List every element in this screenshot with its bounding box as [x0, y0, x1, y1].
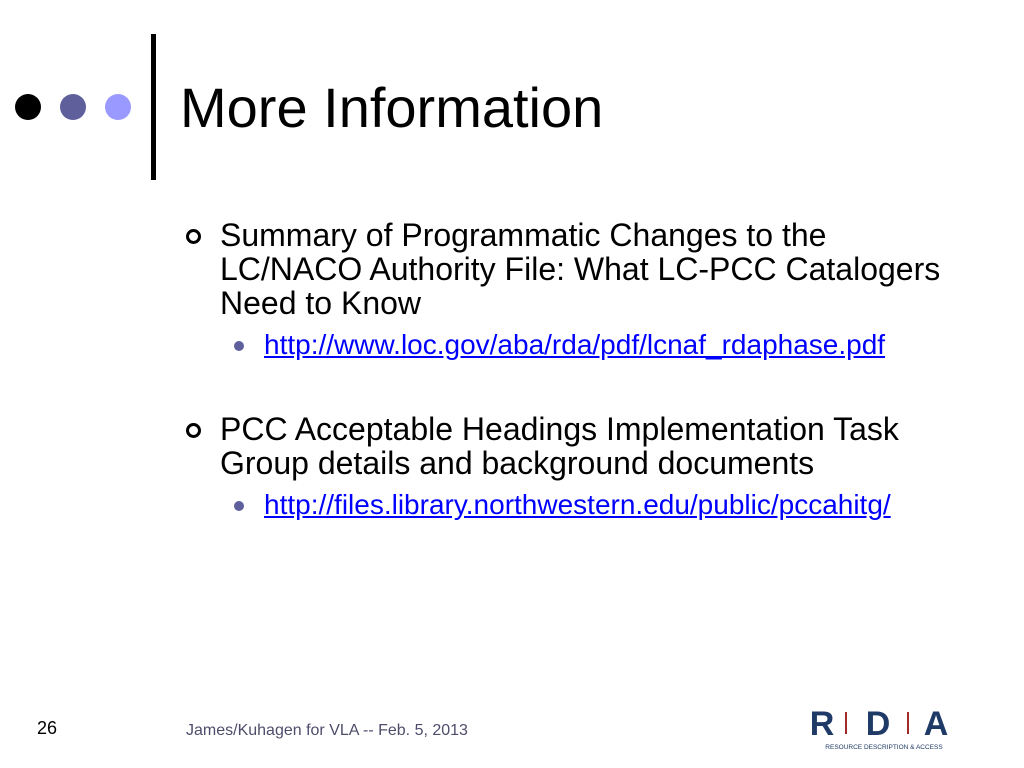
ring-bullet-icon: [186, 229, 201, 244]
logo-tagline: RESOURCE DESCRIPTION & ACCESS: [825, 744, 943, 751]
logo-letter-d: D: [865, 705, 891, 743]
hyperlink[interactable]: http://files.library.northwestern.edu/public/pccahitg/: [264, 489, 891, 520]
bullet-item: [180, 412, 950, 522]
sub-bullet-item: [220, 488, 950, 522]
slide-number: 26: [37, 718, 58, 738]
bullet-text: Summary of Programmatic Changes to the LC/NACO Authority File: What LC-PCC Catalogers Need to Know: [220, 217, 941, 321]
dot-black: [15, 94, 41, 120]
bullet-item: [180, 218, 950, 362]
ring-bullet-icon: [186, 423, 201, 438]
slide-content: [180, 218, 950, 522]
logo-separator: [907, 712, 909, 734]
slide-footer: James/Kuhagen for VLA -- Feb. 5, 2013: [186, 722, 468, 739]
logo-separator: [845, 712, 847, 734]
dot-periwinkle: [105, 94, 131, 120]
bullet-text: PCC Acceptable Headings Implementation Task Group details and background documents: [220, 411, 899, 481]
title-divider-line: [151, 34, 156, 180]
disc-bullet-icon: [234, 501, 244, 511]
logo-letter-r: R: [809, 705, 835, 743]
hyperlink[interactable]: http://www.loc.gov/aba/rda/pdf/lcnaf_rdaphase.pdf: [264, 329, 886, 360]
slide-title: More Information: [180, 76, 604, 139]
dot-slate: [60, 94, 86, 120]
logo-letter-a: A: [923, 705, 949, 743]
rda-logo: [808, 704, 960, 752]
disc-bullet-icon: [234, 341, 244, 351]
sub-bullet-item: [220, 328, 950, 362]
decorative-dots: [15, 94, 135, 120]
